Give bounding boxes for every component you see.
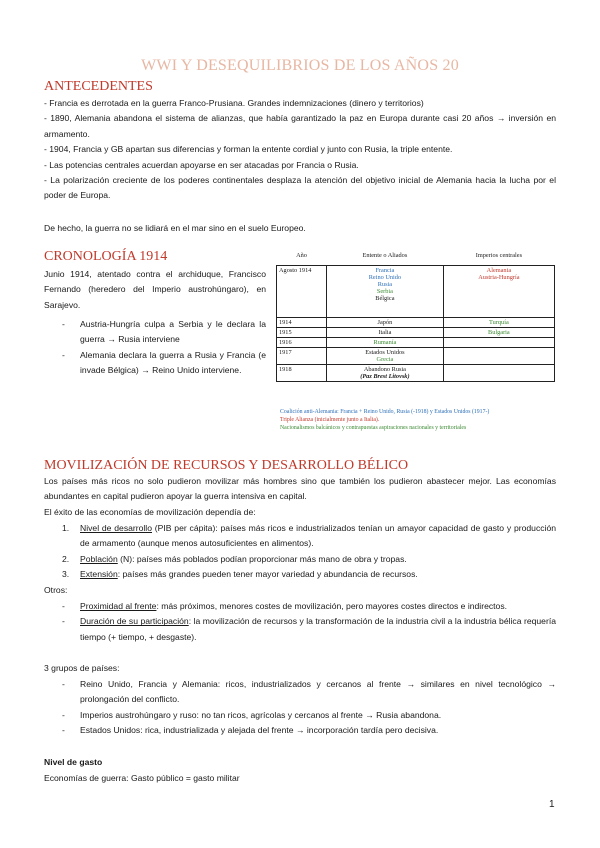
table-cell-year: 1918 [277, 365, 327, 382]
movilizacion-heading: MOVILIZACIÓN DE RECURSOS Y DESARROLLO BÉLICO [44, 458, 409, 473]
table-cell-allies [327, 318, 444, 328]
table-cell-allies [327, 266, 444, 318]
table-cell-central [443, 365, 554, 382]
grupos-list [44, 677, 556, 739]
otros-label: Otros: [44, 585, 68, 595]
table-cell-central [443, 266, 554, 318]
table-row [277, 365, 555, 382]
movilizacion-intro: Los países más ricos no solo pudieron movilizar más hombres sino que también los pudieron abastecer mejor. Las economías abundantes en capital pudieron apoyar la guerra intensiva en capital. [44, 476, 556, 502]
antecedente-item: - 1890, Alemania abandona el sistema de alianzas, que había garantizado la paz en Europa durante casi 20 años → inversión en armamento. [44, 113, 556, 139]
table-cell-year: Agosto 1914 [277, 266, 327, 318]
cronologia-bullet: - Alemania declara la guerra a Rusia y Francia (e invade Bélgica) → Reino Unido interviene. [62, 349, 266, 376]
antecedente-item: - 1904, Francia y GB apartan sus diferencias y forman la entente cordial y junto con Rusia, la triple entente. [44, 144, 453, 155]
table-cell-central [443, 328, 554, 338]
table-cell-entry: Japón [377, 319, 393, 326]
otros-item: - Duración de su participación: la movilización de recursos y la transformación de la industria civil a la industria bélica requería tiempo (+ tiempo, + desgaste). [62, 616, 556, 642]
table-cell-allies [327, 365, 444, 382]
table-row [277, 328, 555, 338]
factors-list [44, 521, 556, 583]
cronologia-bullet: - Austria-Hungría culpa a Serbia y le declara la guerra → Rusia interviene [62, 319, 266, 345]
table-row [277, 318, 555, 328]
table-header-year: Año [277, 245, 327, 266]
table-cell-entry: Austria-Hungría [478, 274, 520, 281]
table-cell-entry: Francia [375, 267, 395, 274]
factor-item: 1. Nivel de desarrollo (PIB per cápita): países más ricos e industrializados tenían un amayor capacidad de gasto y producción de armamento (aunque menos autosuficientes en alimentos). [62, 523, 557, 549]
table-cell-central [443, 318, 554, 328]
table-cell-entry: Bélgica [375, 295, 395, 302]
table-cell-central [443, 338, 554, 348]
table-cell-entry: Reino Unido [368, 274, 402, 281]
grupos-label: 3 grupos de países: [44, 663, 120, 673]
table-cell-entry: Alemania [486, 267, 512, 274]
chronology-note: Triple Alianza (inicialmente junto a Italia). [280, 417, 380, 423]
table-header-central: Imperios centrales [443, 245, 554, 266]
gasto-heading: Nivel de gasto [44, 757, 103, 767]
table-cell-allies [327, 338, 444, 348]
page-number: 1 [549, 799, 555, 810]
table-cell-entry: Turquía [489, 319, 509, 326]
antecedente-item: - Francia es derrotada en la guerra Franco-Prusiana. Grandes indemnizaciones (dinero y territorios) [44, 98, 424, 108]
table-cell-entry: Grecia [376, 356, 394, 363]
table-cell-year: 1914 [277, 318, 327, 328]
otros-item: - Proximidad al frente: más próximos, menores costes de movilización, pero mayores costes directos e indirectos. [62, 601, 508, 611]
movilizacion-exito: El éxito de las economías de movilización dependía de: [44, 507, 256, 517]
table-cell-year: 1917 [277, 348, 327, 365]
cronologia-heading: CRONOLOGÍA 1914 [44, 249, 168, 264]
table-cell-entry: Italia [378, 329, 392, 336]
otros-list [44, 599, 556, 645]
table-header-allies: Entente o Aliados [327, 245, 444, 266]
cronologia-intro: Junio 1914, atentado contra el archiduque, Francisco Fernando (heredero del Imperio austrohúngaro), en Sarajevo. [44, 269, 266, 310]
table-cell-year: 1915 [277, 328, 327, 338]
table-cell-allies [327, 348, 444, 365]
table-row [277, 338, 555, 348]
document-title: WWI Y DESEQUILIBRIOS DE LOS AÑOS 20 [141, 57, 459, 74]
antecedentes-conclusion: De hecho, la guerra no se lidiará en el mar sino en el suelo Europeo. [44, 223, 306, 233]
antecedente-item: - La polarización creciente de los poderes continentales desplaza la atención del objetivo inicial de Alemania hacia la lucha por el poder de Europa. [44, 175, 556, 201]
chronology-note: Coalición anti-Alemania: Francia + Reino Unido, Rusia (-1918) y Estados Unidos (1917-) [280, 409, 490, 415]
table-cell-year: 1916 [277, 338, 327, 348]
table-cell-entry: Serbia [376, 288, 393, 295]
table-row [277, 266, 555, 318]
grupo-item: - Reino Unido, Francia y Alemania: ricos, industrializados y cercanos al frente → similares en nivel tecnológico → prolongación del conflicto. [62, 679, 556, 705]
chronology-table-body [277, 266, 555, 382]
antecedentes-list [44, 96, 556, 204]
table-row [277, 348, 555, 365]
factor-item: 2. Población (N): países más poblados podían proporcionar más mano de obra y tropas. [62, 553, 407, 564]
table-cell-central [443, 348, 554, 365]
table-cell-entry: Abandono Rusia [363, 366, 406, 373]
antecedente-item: - Las potencias centrales acuerdan apoyarse en ser atacadas por Francia o Rusia. [44, 159, 359, 170]
factor-item: 3. Extensión: países más grandes pueden tener mayor variedad y abundancia de recursos. [62, 569, 418, 580]
table-cell-entry: Estados Unidos [365, 349, 405, 356]
chronology-table [276, 245, 555, 382]
gasto-text: Economías de guerra: Gasto público = gasto militar [44, 773, 240, 783]
table-cell-allies [327, 328, 444, 338]
chronology-note: Nacionalismos balcánicos y contrapuestas aspiraciones nacionales y territoriales [280, 425, 467, 431]
table-cell-entry: Rumanía [373, 339, 397, 346]
table-cell-entry: Rusia [377, 281, 393, 288]
table-cell-entry: Bulgaria [488, 329, 510, 336]
antecedentes-heading: ANTECEDENTES [44, 79, 153, 94]
table-cell-entry: (Paz Brest Litovsk) [360, 373, 410, 380]
grupo-item: - Imperios austrohúngaro y ruso: no tan ricos, agrícolas y cercanos al frente → Rusia abandona. [62, 709, 442, 720]
cronologia-bullets [44, 317, 266, 379]
grupo-item: - Estados Unidos: rica, industrializada y alejada del frente → incorporación tardía pero decisiva. [62, 725, 439, 736]
